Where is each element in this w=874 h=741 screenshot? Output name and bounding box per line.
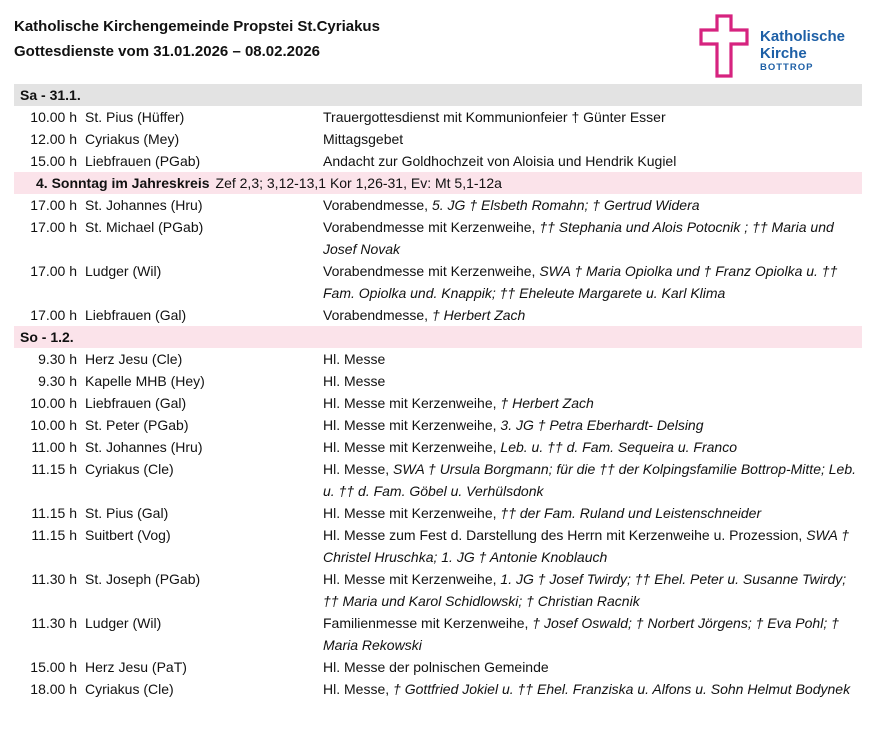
service-place: Cyriakus (Cle): [85, 461, 174, 477]
service-description: [323, 414, 862, 436]
logo-line-1: Katholische: [760, 28, 846, 45]
service-time: 17.00 h: [30, 307, 77, 323]
service-description: [323, 194, 862, 216]
service-intentions: Leb. u. †† d. Fam. Sequeira u. Franco: [500, 439, 737, 455]
service-row: [14, 524, 862, 568]
service-intentions: 1. JG † Josef Twirdy; †† Ehel. Peter u. Susanne Twirdy; †† Maria und Karol Schidlowski; † Christian Racnik: [323, 571, 847, 609]
service-description: [323, 260, 862, 304]
service-type: Hl. Messe: [323, 351, 386, 367]
service-row: [14, 128, 862, 150]
service-time: 11.30 h: [31, 615, 77, 631]
service-time: 11.15 h: [31, 527, 77, 543]
service-row: [14, 194, 862, 216]
service-description: [323, 502, 862, 524]
service-row: [14, 348, 862, 370]
service-place: Suitbert (Vog): [85, 527, 171, 543]
document-header: [14, 14, 380, 64]
logo-line-3: BOTTROP: [760, 62, 814, 73]
service-type: Vorabendmesse,: [323, 307, 432, 323]
service-type: Hl. Messe mit Kerzenweihe,: [323, 439, 501, 455]
service-place: St. Peter (PGab): [85, 417, 189, 433]
service-description: [323, 304, 862, 326]
service-row: [14, 568, 862, 612]
service-type: Mittagsgebet: [323, 131, 404, 147]
service-place: St. Pius (Gal): [85, 505, 169, 521]
service-place: St. Johannes (Hru): [85, 439, 203, 455]
service-type: Vorabendmesse,: [323, 197, 432, 213]
service-time: 11.00 h: [31, 439, 77, 455]
service-description: [323, 150, 862, 172]
service-place: St. Johannes (Hru): [85, 197, 203, 213]
service-time: 12.00 h: [30, 131, 77, 147]
service-time: 11.15 h: [31, 505, 77, 521]
service-description: [323, 612, 862, 656]
day-header-row: [14, 84, 862, 106]
service-place: Liebfrauen (Gal): [85, 307, 187, 323]
service-description: [323, 656, 862, 678]
service-time: 9.30 h: [38, 351, 77, 367]
service-type: Trauergottesdienst mit Kommunionfeier † Günter Esser: [323, 109, 666, 125]
service-schedule-table: [14, 84, 862, 700]
service-time: 15.00 h: [30, 659, 77, 675]
day-label: Sa - 31.1.: [14, 84, 862, 106]
service-description: [323, 436, 862, 458]
schedule-body: [14, 84, 862, 700]
service-intentions: † Herbert Zach: [500, 395, 594, 411]
service-row: [14, 612, 862, 656]
service-type: Hl. Messe mit Kerzenweihe,: [323, 395, 501, 411]
service-place: St. Pius (Hüffer): [85, 109, 185, 125]
service-description: [323, 524, 862, 568]
service-row: [14, 216, 862, 260]
service-row: [14, 458, 862, 502]
sunday-readings: Zef 2,3; 3,12-13,1 Kor 1,26-31, Ev: Mt 5,1-12a: [215, 175, 502, 191]
service-time: 10.00 h: [30, 109, 77, 125]
service-type: Andacht zur Goldhochzeit von Aloisia und Hendrik Kugiel: [323, 153, 677, 169]
service-row: [14, 106, 862, 128]
service-row: [14, 370, 862, 392]
service-description: [323, 458, 862, 502]
service-time: 10.00 h: [30, 395, 77, 411]
service-intentions: † Gottfried Jokiel u. †† Ehel. Franziska u. Alfons u. Sohn Helmut Bodynek: [393, 681, 851, 697]
liturgical-sunday-row: [14, 172, 862, 194]
service-time: 15.00 h: [30, 153, 77, 169]
service-description: [323, 216, 862, 260]
cross-icon: [698, 14, 750, 78]
logo-line-2: Kirche: [760, 45, 807, 62]
service-intentions: SWA † Maria Opiolka und † Franz Opiolka u. †† Fam. Opiolka und. Knappik; †† Eheleute Margarete u. Karl Klima: [323, 263, 838, 301]
service-place: Cyriakus (Mey): [85, 131, 180, 147]
service-time: 18.00 h: [30, 681, 77, 697]
service-type: Familienmesse mit Kerzenweihe,: [323, 615, 533, 631]
church-logo: [698, 14, 868, 78]
service-time: 11.30 h: [31, 571, 77, 587]
service-type: Hl. Messe mit Kerzenweihe,: [323, 505, 501, 521]
parish-title: Katholische Kirchengemeinde Propstei St.Cyriakus: [14, 18, 380, 35]
service-description: [323, 106, 862, 128]
service-time: 9.30 h: [38, 373, 77, 389]
service-row: [14, 260, 862, 304]
service-row: [14, 436, 862, 458]
service-description: [323, 348, 862, 370]
service-intentions: SWA † Ursula Borgmann; für die †† der Kolpingsfamilie Bottrop-Mitte; Leb. u. †† d. Fam. Göbel u. Verhülsdonk: [323, 461, 857, 499]
service-type: Hl. Messe mit Kerzenweihe,: [323, 571, 501, 587]
service-place: Herz Jesu (PaT): [85, 659, 187, 675]
service-intentions: SWA † Christel Hruschka; 1. JG † Antonie Knoblauch: [323, 527, 849, 565]
service-description: [323, 128, 862, 150]
service-row: [14, 414, 862, 436]
service-row: [14, 392, 862, 414]
sunday-name: 4. Sonntag im Jahreskreis: [36, 175, 210, 191]
service-type: Hl. Messe zum Fest d. Darstellung des Herrn mit Kerzenweihe u. Prozession,: [323, 527, 807, 543]
service-intentions: † Josef Oswald; † Norbert Jörgens; † Eva Pohl; † Maria Rekowski: [323, 615, 839, 653]
service-time: 10.00 h: [30, 417, 77, 433]
service-intentions: †† der Fam. Ruland und Leistenschneider: [500, 505, 762, 521]
service-intentions: 3. JG † Petra Eberhardt- Delsing: [500, 417, 704, 433]
service-time: 11.15 h: [31, 461, 77, 477]
day-label: So - 1.2.: [14, 326, 862, 348]
day-header-row: [14, 326, 862, 348]
service-time: 17.00 h: [30, 197, 77, 213]
service-intentions: † Herbert Zach: [431, 307, 526, 323]
service-intentions: †† Stephania und Alois Potocnik ; †† Maria und Josef Novak: [323, 219, 834, 257]
service-place: Kapelle MHB (Hey): [85, 373, 205, 389]
service-place: Liebfrauen (Gal): [85, 395, 187, 411]
service-place: Herz Jesu (Cle): [85, 351, 183, 367]
service-row: [14, 656, 862, 678]
logo-wordmark: [760, 28, 845, 73]
service-place: Cyriakus (Cle): [85, 681, 174, 697]
service-place: St. Joseph (PGab): [85, 571, 201, 587]
service-description: [323, 678, 862, 700]
service-time: 17.00 h: [30, 263, 77, 279]
service-type: Hl. Messe mit Kerzenweihe,: [323, 417, 501, 433]
service-place: Liebfrauen (PGab): [85, 153, 201, 169]
liturgical-sunday-cell: [14, 172, 862, 194]
service-type: Vorabendmesse mit Kerzenweihe,: [323, 263, 540, 279]
service-place: Ludger (Wil): [85, 263, 162, 279]
service-row: [14, 502, 862, 524]
service-row: [14, 678, 862, 700]
service-description: [323, 568, 862, 612]
service-type: Hl. Messe: [323, 373, 386, 389]
service-type: Hl. Messe,: [323, 461, 394, 477]
date-range-title: Gottesdienste vom 31.01.2026 – 08.02.2026: [14, 43, 321, 60]
service-type: Hl. Messe,: [323, 681, 394, 697]
service-row: [14, 150, 862, 172]
service-row: [14, 304, 862, 326]
service-description: [323, 392, 862, 414]
service-intentions: 5. JG † Elsbeth Romahn; † Gertrud Widera: [431, 197, 700, 213]
service-type: Vorabendmesse mit Kerzenweihe,: [323, 219, 540, 235]
service-place: Ludger (Wil): [85, 615, 162, 631]
service-type: Hl. Messe der polnischen Gemeinde: [323, 659, 549, 675]
service-place: St. Michael (PGab): [85, 219, 204, 235]
service-description: [323, 370, 862, 392]
service-time: 17.00 h: [30, 219, 77, 235]
